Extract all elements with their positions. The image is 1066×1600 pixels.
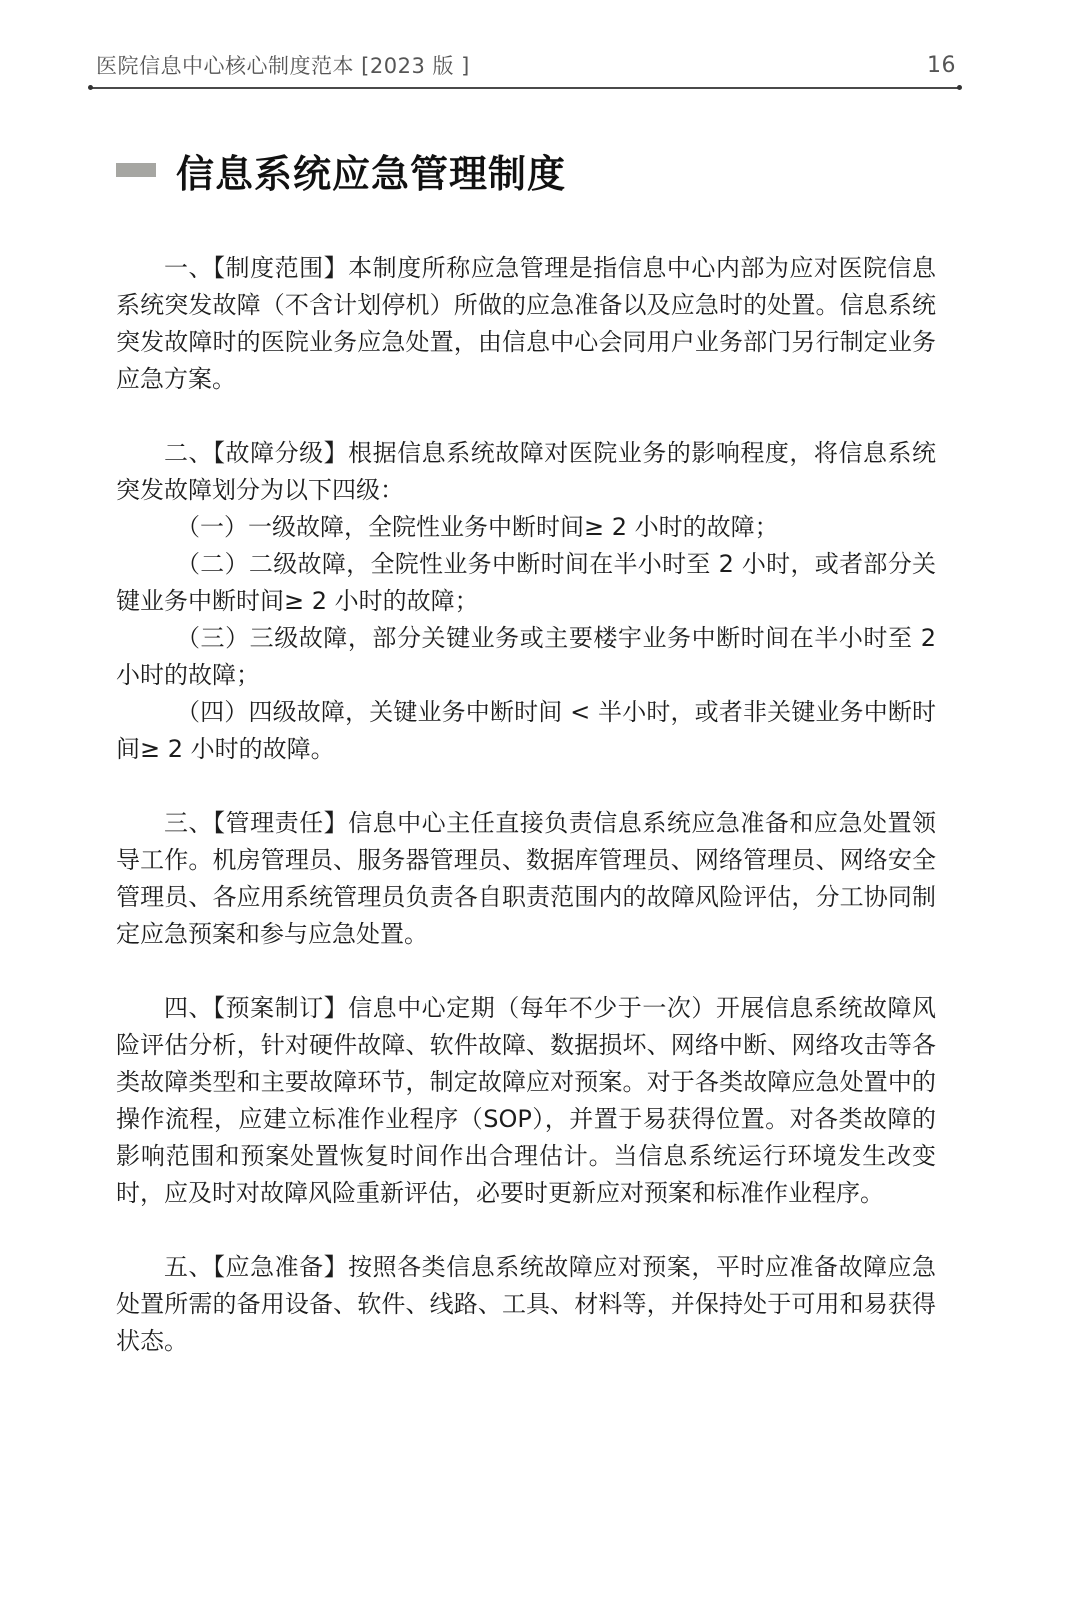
grade-item-3: （三）三级故障，部分关键业务或主要楼宇业务中断时间在半小时至 2 小时的故障； [116, 624, 936, 689]
running-header [96, 50, 956, 80]
section-heading [116, 142, 566, 198]
grade-item-2: （二）二级故障，全院性业务中断时间在半小时至 2 小时，或者部分关键业务中断时间≥ 2 小时的故障； [116, 550, 936, 615]
paragraph-text: 一、【制度范围】本制度所称应急管理是指信息中心内部为应对医院信息系统突发故障（不含计划停机）所做的应急准备以及应急时的处置。信息系统突发故障时的医院业务应急处置，由信息中心会同用户业务部门另行制定业务应急方案。 [116, 254, 936, 393]
grade-item-4: （四）四级故障，关键业务中断时间 < 半小时，或者非关键业务中断时间≥ 2 小时的故障。 [116, 698, 936, 763]
paragraph-responsibility [116, 805, 936, 953]
paragraph-grading [116, 435, 936, 768]
body-content [116, 250, 936, 1397]
paragraph-preparation [116, 1249, 936, 1360]
paragraph-text: 三、【管理责任】信息中心主任直接负责信息系统应急准备和应急处置领导工作。机房管理员、服务器管理员、数据库管理员、网络管理员、网络安全管理员、各应用系统管理员负责各自职责范围内的故障风险评估，分工协同制定应急预案和参与应急处置。 [116, 809, 936, 948]
section-title: 信息系统应急管理制度 [176, 151, 567, 196]
paragraph-text: 二、【故障分级】根据信息系统故障对医院业务的影响程度，将信息系统突发故障划分为以下四级： [116, 439, 936, 504]
title-bar-decoration [116, 163, 156, 177]
grade-item-1: （一）一级故障，全院性业务中断时间≥ 2 小时的故障； [176, 513, 779, 541]
header-rule [90, 87, 960, 89]
paragraph-text: 四、【预案制订】信息中心定期（每年不少于一次）开展信息系统故障风险评估分析，针对硬件故障、软件故障、数据损坏、网络中断、网络攻击等各类故障类型和主要故障环节，制定故障应对预案。对于各类故障应急处置中的操作流程，应建立标准作业程序（SOP），并置于易获得位置。对各类故障的影响范围和预案处置恢复时间作出合理估计。当信息系统运行环境发生改变时，应及时对故障风险重新评估，必要时更新应对预案和标准作业程序。 [116, 994, 936, 1207]
paragraph-text: 五、【应急准备】按照各类信息系统故障应对预案，平时应准备故障应急处置所需的备用设备、软件、线路、工具、材料等，并保持处于可用和易获得状态。 [116, 1253, 936, 1355]
paragraph-plan [116, 990, 936, 1212]
paragraph-scope [116, 250, 936, 398]
book-title: 医院信息中心核心制度范本 [2023 版 ] [96, 54, 470, 78]
page-number: 16 [927, 52, 956, 78]
